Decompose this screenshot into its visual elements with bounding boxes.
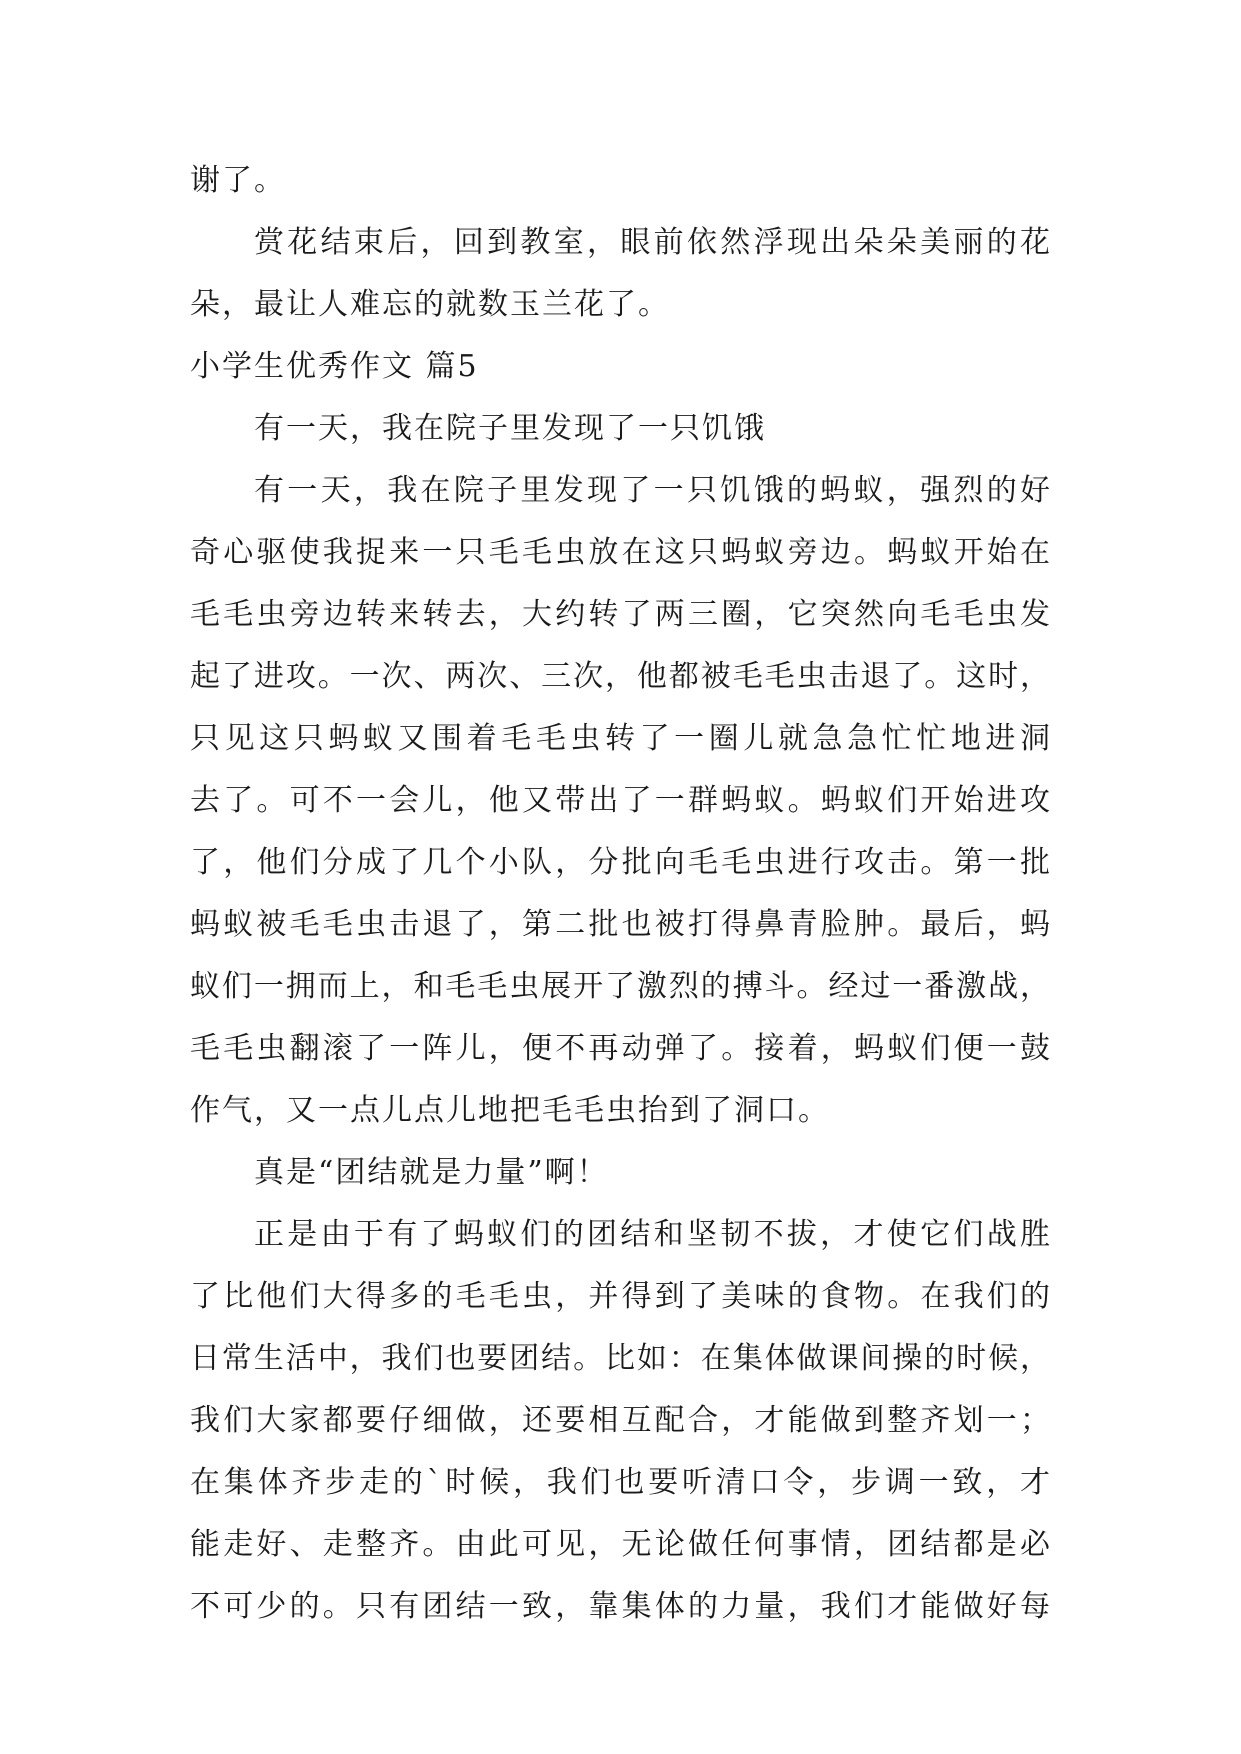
document-body — [190, 150, 1050, 1638]
text-line: 能走好、走整齐。由此可见，无论做任何事情，团结都是必 — [190, 1527, 1050, 1562]
text-line: 有一天，我在院子里发现了一只饥饿的蚂蚁，强烈的好 — [254, 473, 1050, 508]
text-line: 朵，最让人难忘的就数玉兰花了。 — [190, 287, 670, 322]
text-line: 正是由于有了蚂蚁们的团结和坚韧不拔，才使它们战胜 — [254, 1217, 1050, 1252]
text-line: 我们大家都要仔细做，还要相互配合，才能做到整齐划一； — [190, 1403, 1050, 1438]
section-heading: 小学生优秀作文 篇5 — [190, 349, 479, 384]
text-line: 赏花结束后，回到教室，眼前依然浮现出朵朵美丽的花 — [254, 225, 1050, 260]
text-line: 奇心驱使我捉来一只毛毛虫放在这只蚂蚁旁边。蚂蚁开始在 — [190, 535, 1050, 570]
text-line: 真是“团结就是力量”啊！ — [254, 1155, 609, 1190]
text-line: 日常生活中，我们也要团结。比如：在集体做课间操的时候， — [190, 1341, 1050, 1376]
text-line: 了比他们大得多的毛毛虫，并得到了美味的食物。在我们的 — [190, 1279, 1050, 1314]
text-line: 有一天，我在院子里发现了一只饥饿 — [254, 411, 766, 446]
text-line: 作气，又一点儿点儿地把毛毛虫抬到了洞口。 — [190, 1093, 830, 1128]
text-line: 只见这只蚂蚁又围着毛毛虫转了一圈儿就急急忙忙地进洞 — [190, 721, 1050, 756]
text-line: 蚁们一拥而上，和毛毛虫展开了激烈的搏斗。经过一番激战， — [190, 969, 1050, 1004]
text-line: 蚂蚁被毛毛虫击退了，第二批也被打得鼻青脸肿。最后，蚂 — [190, 907, 1050, 942]
text-line: 起了进攻。一次、两次、三次，他都被毛毛虫击退了。这时， — [190, 659, 1050, 694]
text-line: 毛毛虫翻滚了一阵儿，便不再动弹了。接着，蚂蚁们便一鼓 — [190, 1031, 1050, 1066]
text-line: 在集体齐步走的`时候，我们也要听清口令，步调一致，才 — [190, 1465, 1050, 1500]
text-line: 不可少的。只有团结一致，靠集体的力量，我们才能做好每 — [190, 1589, 1050, 1624]
text-line: 了，他们分成了几个小队，分批向毛毛虫进行攻击。第一批 — [190, 845, 1050, 880]
text-line: 谢了。 — [190, 163, 286, 198]
text-line: 去了。可不一会儿，他又带出了一群蚂蚁。蚂蚁们开始进攻 — [190, 783, 1050, 818]
text-line: 毛毛虫旁边转来转去，大约转了两三圈，它突然向毛毛虫发 — [190, 597, 1050, 632]
